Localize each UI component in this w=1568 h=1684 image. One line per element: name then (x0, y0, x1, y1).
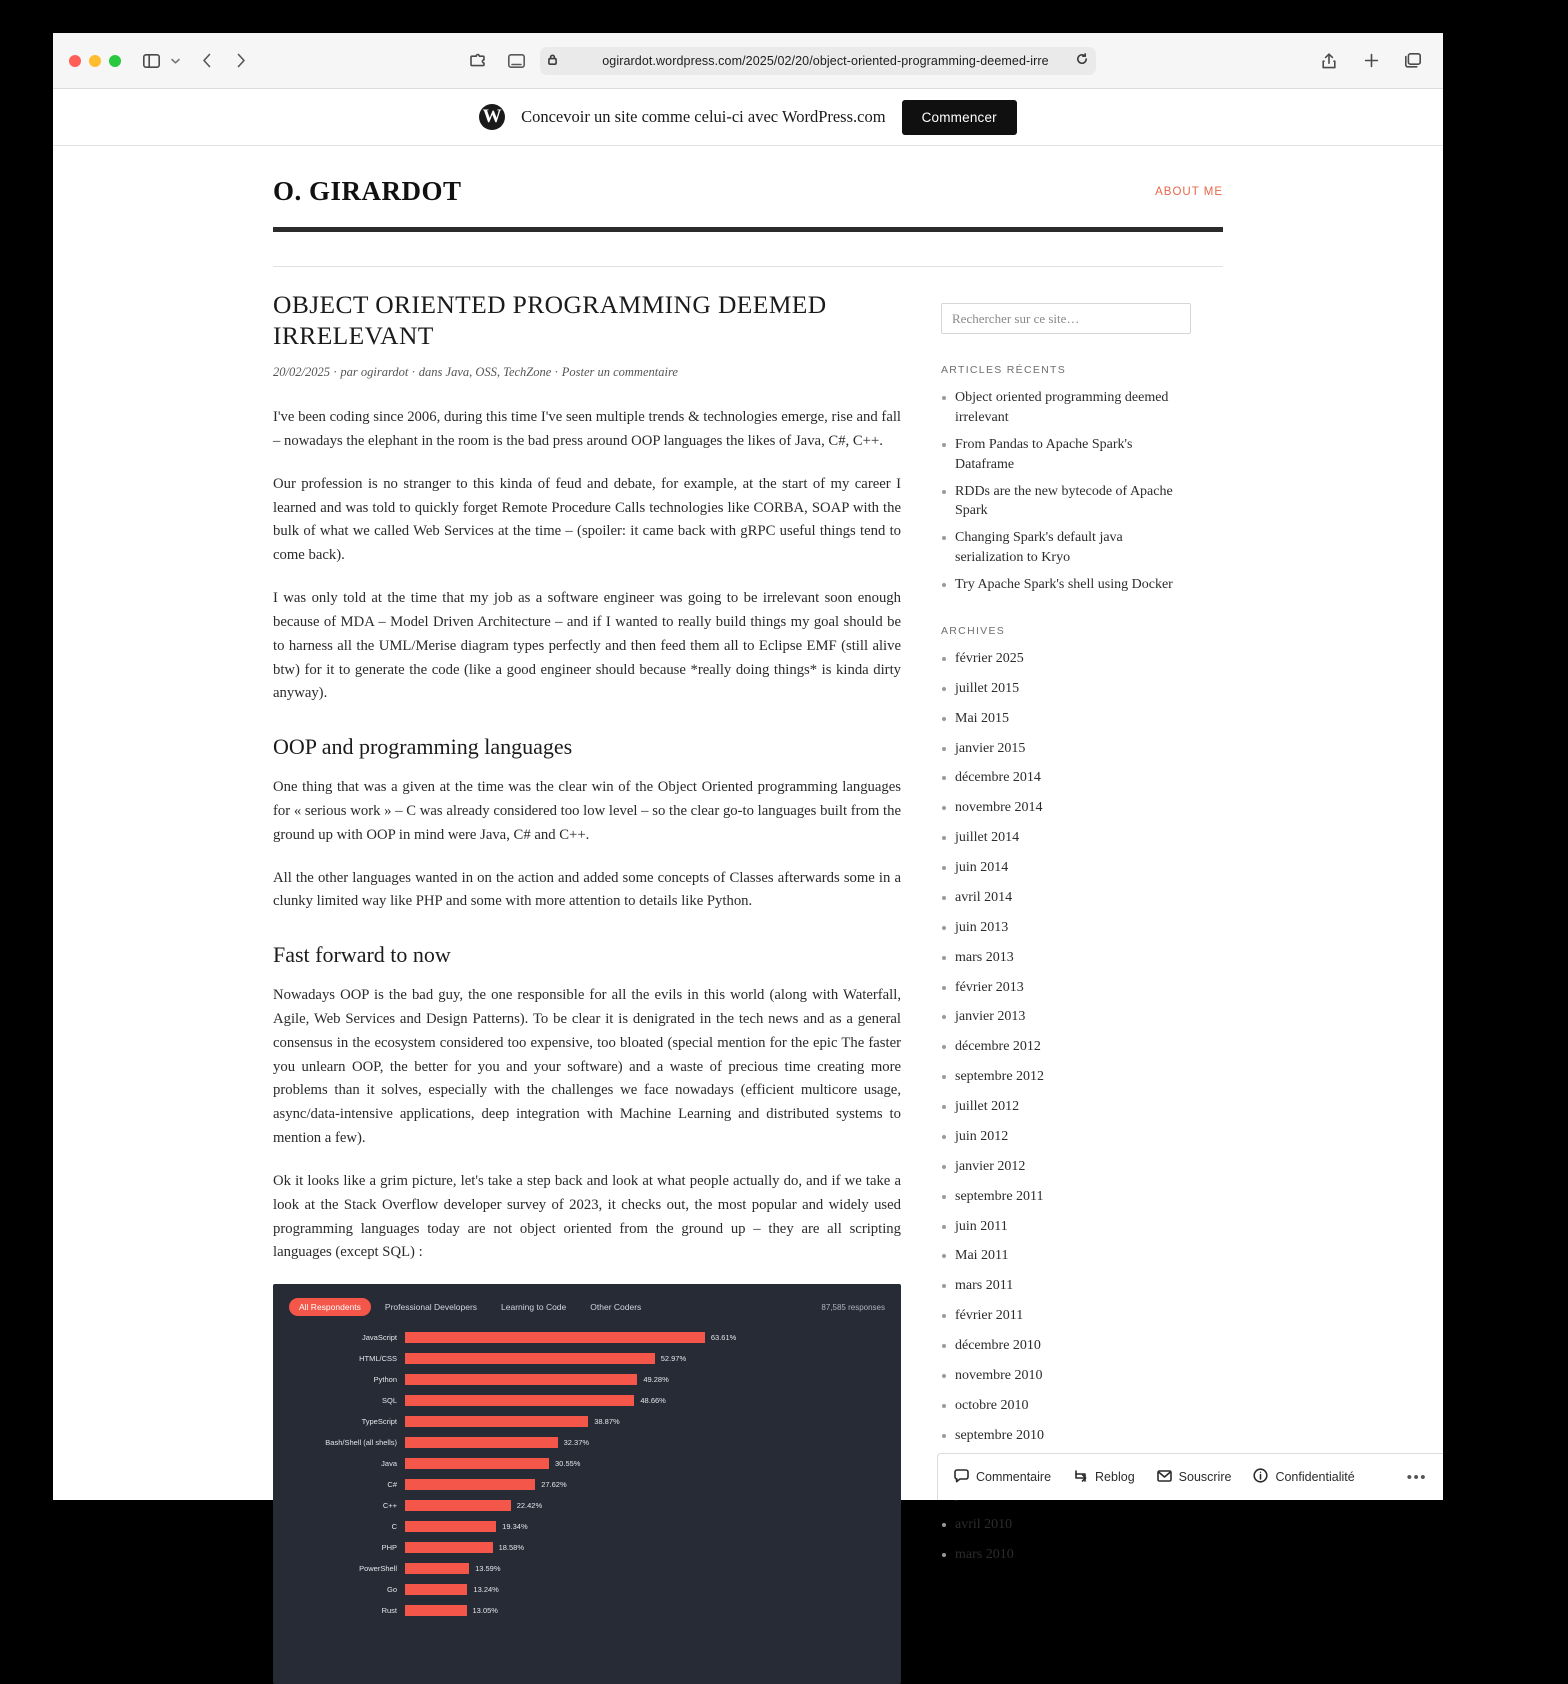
survey-chart-image (273, 1284, 901, 1684)
article-column (273, 289, 901, 1684)
archive-item[interactable]: juin 2011 (941, 1217, 1191, 1237)
plus-icon[interactable] (1357, 48, 1385, 74)
paragraph-5: All the other languages wanted in on the action and added some concepts of Classes afterwards some in a clunky limited way like PHP and some with more attention to details like Python. (273, 869, 901, 910)
chart-bars (289, 1330, 885, 1618)
forward-arrow-icon[interactable] (227, 48, 255, 74)
archive-item[interactable]: mars 2011 (941, 1276, 1191, 1296)
chart-bar-label: PowerShell (359, 1564, 397, 1574)
chart-bar-fill (405, 1605, 467, 1616)
subscribe-button[interactable] (1157, 1469, 1232, 1486)
address-bar-area (255, 47, 1305, 75)
post-comment-link[interactable]: Poster un commentaire (561, 365, 678, 380)
chart-bar-value: 30.55% (555, 1459, 581, 1469)
chart-bar-fill (405, 1542, 493, 1553)
recent-post-item[interactable]: RDDs are the new bytecode of Apache Spark (941, 482, 1191, 522)
chart-bar-label: C++ (382, 1501, 397, 1511)
toolbar-right-actions (1315, 48, 1427, 74)
chart-bar-row (289, 1456, 885, 1471)
chart-bar-fill (405, 1584, 467, 1595)
paragraph-2: Our profession is no stranger to this kinda of feud and debate, for example, at the start of my career I learned and was told to quickly forget Remote Procedure Calls technologies like CORBA, SOAP with the bulk of what we called Web Services at the time – (spoiler: it came back with gRPC useful things tend to come back). (273, 475, 901, 564)
chart-bar-label: Bash/Shell (all shells) (325, 1438, 397, 1448)
archive-item[interactable]: septembre 2011 (941, 1187, 1191, 1207)
recent-post-item[interactable]: From Pandas to Apache Spark's Dataframe (941, 435, 1191, 475)
header-divider (273, 227, 1223, 232)
page-title: OBJECT ORIENTED PROGRAMMING DEEMED IRRELEVANT (273, 290, 827, 351)
wordpress-logo-icon: W (479, 104, 505, 130)
post-category-label: dans (418, 365, 443, 380)
paragraph-1: I've been coding since 2006, during this time I've seen multiple trends & technologies emerge, rise and fall – nowadays the elephant in the room is the bad press around OOP languages the likes of Java, C#, C++. (273, 409, 901, 450)
meta-sep-2: · (411, 365, 419, 380)
chart-bar-row (289, 1561, 885, 1576)
recent-post-item[interactable]: Try Apache Spark's shell using Docker (941, 575, 1191, 595)
chart-bar-value: 19.34% (502, 1522, 528, 1532)
comment-button[interactable] (954, 1469, 1051, 1486)
search-input[interactable] (941, 303, 1191, 334)
post-author-label: par (340, 365, 358, 380)
reader-view-icon[interactable] (502, 48, 530, 74)
archives-list (941, 649, 1191, 1565)
chart-bar-fill (405, 1353, 655, 1364)
chart-bar-value: 32.37% (563, 1438, 590, 1448)
archive-item[interactable]: novembre 2014 (941, 798, 1191, 818)
archive-item[interactable]: février 2025 (941, 649, 1191, 669)
reblog-button[interactable] (1073, 1469, 1135, 1486)
reblog-icon (1073, 1469, 1088, 1486)
chart-bar-row (289, 1435, 885, 1450)
archive-item[interactable]: janvier 2012 (941, 1157, 1191, 1177)
chart-bar-label: Rust (381, 1606, 397, 1616)
archive-item[interactable]: mars 2010 (941, 1545, 1191, 1565)
chart-bar-row (289, 1351, 885, 1366)
chart-bar-value: 13.59% (475, 1564, 501, 1574)
chart-bar-row (289, 1498, 885, 1513)
chart-bar-value: 13.05% (472, 1606, 498, 1616)
browser-window (53, 33, 1443, 1616)
archive-item[interactable]: janvier 2015 (941, 739, 1191, 759)
archive-item[interactable]: juillet 2014 (941, 828, 1191, 848)
chart-bar-row (289, 1540, 885, 1555)
post-author[interactable]: ogirardot (360, 365, 409, 380)
chart-bar-value: 63.61% (710, 1333, 737, 1343)
post-date: 20/02/2025 (273, 365, 330, 380)
chart-bar-fill (405, 1500, 511, 1511)
archive-item[interactable]: décembre 2012 (941, 1037, 1191, 1057)
chart-bar-label: HTML/CSS (359, 1354, 397, 1364)
site-header (53, 146, 1443, 207)
browser-toolbar (53, 33, 1443, 89)
archive-item[interactable]: février 2011 (941, 1306, 1191, 1326)
lock-icon (548, 52, 557, 70)
archive-item[interactable]: juin 2014 (941, 858, 1191, 878)
privacy-label: Confidentialité (1275, 1470, 1355, 1484)
section-heading-oop: OOP and programming languages (273, 734, 573, 760)
tab-overview-icon[interactable] (1399, 48, 1427, 74)
chart-bar-value: 38.87% (594, 1417, 620, 1427)
more-options-button[interactable]: ••• (1406, 1468, 1427, 1486)
archive-item[interactable]: octobre 2010 (941, 1396, 1191, 1416)
chart-bar-label: SQL (381, 1396, 397, 1406)
meta-sep-1: · (333, 365, 341, 380)
chart-bar-label: Python (373, 1375, 397, 1385)
archive-item[interactable]: décembre 2010 (941, 1336, 1191, 1356)
chart-bar-value: 18.58% (498, 1543, 525, 1553)
recent-posts-heading: ARTICLES RÉCENTS (941, 364, 1067, 376)
archive-item[interactable]: septembre 2010 (941, 1426, 1191, 1446)
post-meta (273, 365, 901, 380)
chart-bar-row (289, 1519, 885, 1534)
paragraph-4: One thing that was a given at the time was the clear win of the Object Oriented programming languages for « serious work » – C was already considered too low level – so the clear go-to languages built from the ground up with OOP in mind were Java, C# and C++. (273, 779, 901, 843)
chart-bar-fill (405, 1395, 634, 1406)
url-bar[interactable] (540, 47, 1096, 75)
archive-item[interactable]: juillet 2015 (941, 679, 1191, 699)
sidebar-icon[interactable] (137, 48, 165, 74)
archive-item[interactable]: juin 2013 (941, 918, 1191, 938)
chart-bar-fill (405, 1374, 637, 1385)
archives-heading: ARCHIVES (941, 624, 1006, 637)
archive-item[interactable]: avril 2014 (941, 888, 1191, 908)
chart-response-count: 87,585 responses (821, 1302, 885, 1312)
subscribe-label: Souscrire (1178, 1470, 1232, 1484)
comment-label: Commentaire (976, 1470, 1052, 1484)
start-button[interactable]: Commencer (902, 100, 1017, 135)
chart-bar-row (289, 1372, 885, 1387)
chart-bar-fill (405, 1479, 535, 1490)
maximize-window-button[interactable] (109, 55, 121, 67)
chart-bar-label: C (391, 1522, 397, 1532)
chart-bar-value: 13.24% (473, 1585, 499, 1595)
chart-bar-value: 49.28% (643, 1375, 669, 1385)
paragraph-6: Nowadays OOP is the bad guy, the one responsible for all the evils in this world (along with Waterfall, Agile, Web Services and Design Patterns). To be clear it is denigrated in the tech news and as a general consensus in the ecosystem considered too expensive, too bloated (special mention for the epic The faster you unlearn OOP, the better for you and your software) and a waste of precious time creating more problems than it solves, especially with the challenges we face nowadays (efficient multicore usage, async/data-intensive applications, deep integration with Machine Learning and distributed systems to mention a few). (273, 987, 901, 1147)
paragraph-3: I was only told at the time that my job as a software engineer was going to be irrelevant soon enough because of MDA – Model Driven Architecture – and if I wanted to really build things my goal should be to harness all the UML/Merise diagram types perfectly and then feed them all to Eclipse EMF (still alive btw) for it to generate the code (like a good engineer should because *really doing things* is kinda dirty anyway). (273, 590, 901, 702)
chart-bar-label: JavaScript (361, 1333, 397, 1343)
chart-bar-row (289, 1330, 885, 1345)
share-icon[interactable] (1315, 48, 1343, 74)
archive-item[interactable]: Mai 2011 (941, 1246, 1191, 1266)
chart-bar-fill (405, 1332, 705, 1343)
chart-tab-other-coders[interactable]: Other Coders (590, 1302, 642, 1313)
chevron-down-icon[interactable] (167, 48, 183, 74)
chart-bar-fill (405, 1437, 558, 1448)
privacy-button[interactable] (1253, 1468, 1354, 1486)
chart-tab-all-respondents[interactable]: All Respondents (289, 1298, 371, 1316)
chart-bar-fill (405, 1416, 588, 1427)
site-title[interactable]: O. GIRARDOT (273, 176, 462, 206)
chart-bar-value: 52.97% (660, 1354, 687, 1364)
recent-post-item[interactable]: Object oriented programming deemed irrelevant (941, 388, 1191, 428)
archive-item[interactable]: septembre 2012 (941, 1067, 1191, 1087)
archive-item[interactable]: janvier 2013 (941, 1007, 1191, 1027)
info-icon (1253, 1468, 1268, 1486)
chart-bar-fill (405, 1458, 549, 1469)
archive-item[interactable]: novembre 2010 (941, 1366, 1191, 1386)
chart-bar-row (289, 1603, 885, 1618)
web-page (53, 89, 1443, 1616)
archive-item[interactable]: février 2013 (941, 978, 1191, 998)
chart-bar-label: PHP (381, 1543, 397, 1553)
chart-bar-value: 22.42% (516, 1501, 543, 1511)
comment-icon (954, 1469, 969, 1486)
close-window-button[interactable] (69, 55, 81, 67)
wordpress-promo-banner (53, 89, 1443, 146)
archive-item[interactable]: mars 2013 (941, 948, 1191, 968)
chart-bar-row (289, 1477, 885, 1492)
minimize-window-button[interactable] (89, 55, 101, 67)
promo-text: Concevoir un site comme celui-ci avec WordPress.com (521, 107, 886, 126)
chart-bar-row (289, 1414, 885, 1429)
search-placeholder: Rechercher sur ce site… (952, 310, 1080, 326)
wordpress-action-bar (937, 1453, 1443, 1500)
chart-tabs[interactable] (289, 1298, 885, 1316)
chart-bar-value: 27.62% (541, 1480, 567, 1490)
subscribe-icon (1157, 1469, 1172, 1486)
section-heading-fast-forward: Fast forward to now (273, 942, 451, 968)
chart-bar-fill (405, 1521, 496, 1532)
chart-bar-label: TypeScript (361, 1417, 397, 1427)
recent-posts-list (941, 388, 1191, 595)
chart-bar-value: 48.66% (640, 1396, 666, 1406)
reload-icon[interactable] (1076, 52, 1088, 70)
reblog-label: Reblog (1095, 1470, 1135, 1484)
archive-item[interactable]: décembre 2014 (941, 768, 1191, 788)
chart-tab-learning-to-code[interactable]: Learning to Code (501, 1302, 567, 1313)
chart-tab-professional-developers[interactable]: Professional Developers (384, 1302, 478, 1313)
post-categories[interactable]: Java, OSS, TechZone (445, 365, 552, 380)
chart-bar-row (289, 1582, 885, 1597)
recent-post-item[interactable]: Changing Spark's default java serialization to Kryo (941, 528, 1191, 568)
url-text: ogirardot.wordpress.com/2025/02/20/object-oriented-programming-deemed-irre (602, 53, 1049, 68)
archive-item[interactable]: Mai 2015 (941, 709, 1191, 729)
chart-bar-row (289, 1393, 885, 1408)
paragraph-7: Ok it looks like a grim picture, let's take a step back and look at what people actually do, and if we take a look at the Stack Overflow developer survey of 2023, it checks out, the most popular and widely used programming languages today are not object oriented from the ground up – they are all scripting languages (except SQL) : (273, 1172, 901, 1261)
window-controls[interactable] (69, 55, 121, 67)
back-arrow-icon[interactable] (193, 48, 221, 74)
chart-bar-fill (405, 1563, 469, 1574)
archive-item[interactable]: juillet 2012 (941, 1097, 1191, 1117)
archive-item[interactable]: avril 2010 (941, 1515, 1191, 1535)
chart-bar-label: C# (387, 1480, 397, 1490)
meta-sep-3: · (554, 365, 562, 380)
puzzle-icon[interactable] (464, 48, 492, 74)
chart-bar-label: Java (381, 1459, 397, 1469)
nav-item-about-me[interactable]: ABOUT ME (1155, 186, 1223, 198)
archive-item[interactable]: juin 2012 (941, 1127, 1191, 1147)
chart-bar-label: Go (386, 1585, 397, 1595)
